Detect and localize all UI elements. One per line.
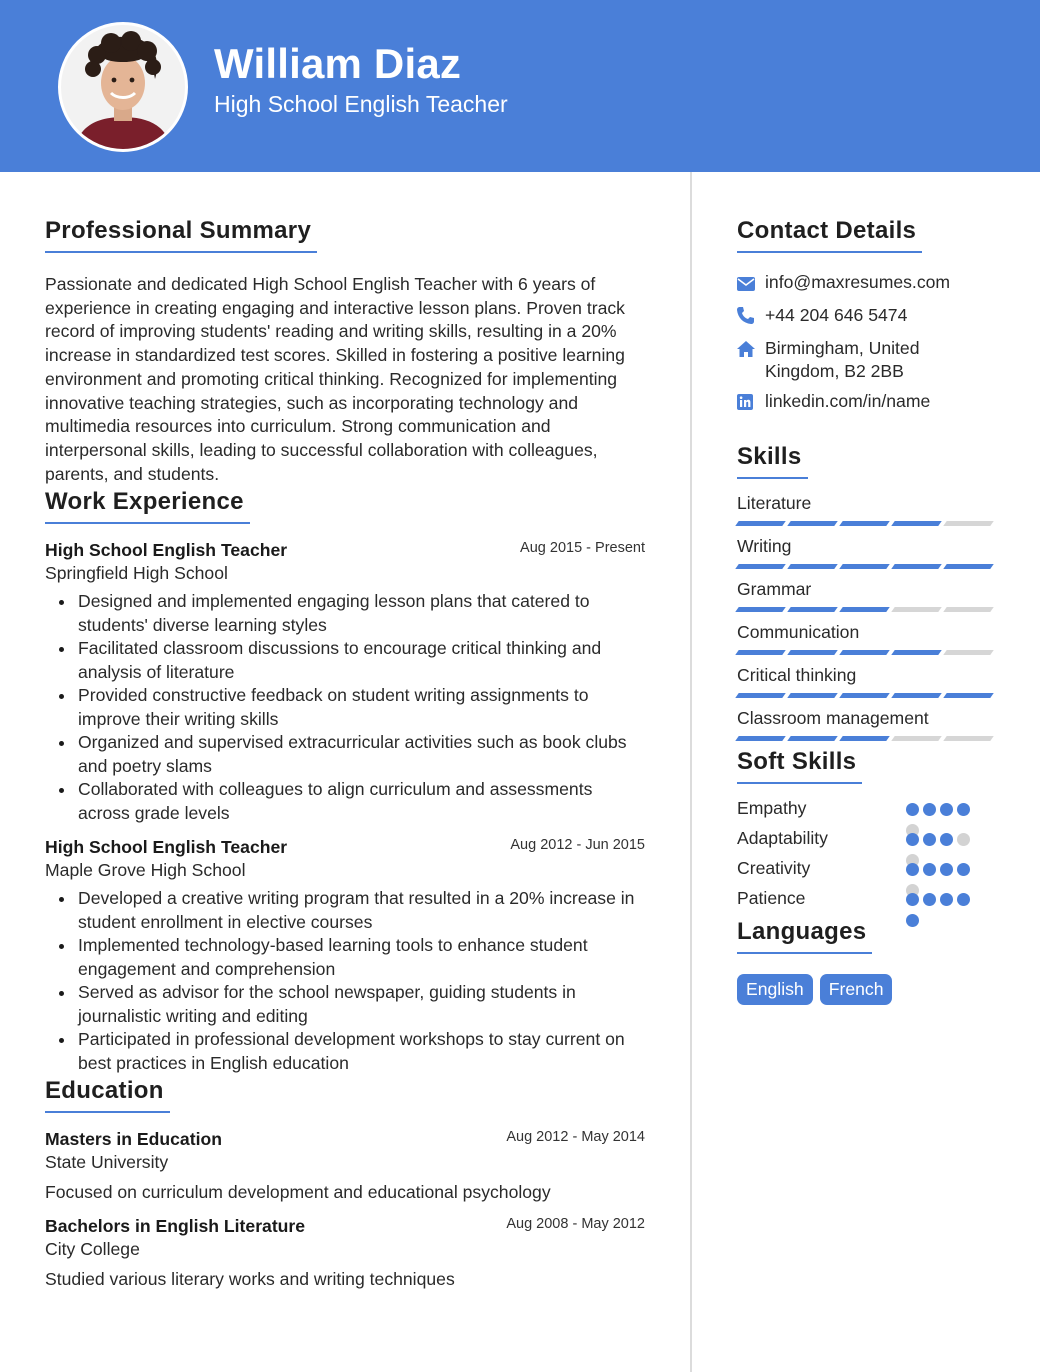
skill-level-bar [737, 650, 997, 655]
list-item: Provided constructive feedback on student writing assignments to improve their writing skills [45, 684, 645, 731]
contact-phone[interactable] [737, 304, 997, 330]
skill-level-segment [891, 736, 942, 741]
skill-level-segment [839, 607, 890, 612]
rating-dot [906, 833, 919, 846]
rating-dot [957, 863, 970, 876]
skill-level-segment [735, 564, 786, 569]
contact-linkedin[interactable] [737, 390, 997, 416]
job-entry [45, 540, 645, 825]
job-bullets [45, 887, 645, 1075]
experience-heading: Work Experience [45, 488, 250, 524]
summary-text: Passionate and dedicated High School English Teacher with 6 years of experience in creating engaging and interactive lesson plans. Proven track record of improving students' reading and writing skills, resulting in a 20% increase in standardized test scores. Skilled in fostering a positive learning environment and promoting critical thinking. Recognized for implementing innovative teaching strategies, such as incorporating technology and multimedia resources into curriculum. Strong communication and interpersonal skills, leading to successful collaboration with colleagues, parents, and students. [45, 274, 625, 484]
degree-title: Bachelors in English Literature [45, 1216, 306, 1237]
avatar [58, 22, 188, 152]
list-item: Facilitated classroom discussions to encourage critical thinking and analysis of literature [45, 637, 645, 684]
school-name: State University [45, 1152, 169, 1173]
phone-text: +44 204 646 5474 [765, 305, 908, 325]
rating-dot [923, 893, 936, 906]
skill-level-segment [891, 693, 942, 698]
languages-list [737, 974, 997, 1005]
education-entry [45, 1216, 645, 1290]
home-icon [737, 337, 765, 363]
skill-level-segment [839, 521, 890, 526]
skill-level-segment [839, 650, 890, 655]
rating-dot [940, 893, 953, 906]
list-item: Developed a creative writing program that resulted in a 20% increase in student enrollment in elective courses [45, 887, 645, 934]
education-entry [45, 1129, 645, 1203]
rating-dot [957, 803, 970, 816]
skill-level-segment [787, 521, 838, 526]
skill-level-segment [735, 693, 786, 698]
rating-dot [923, 803, 936, 816]
skill-name: Grammar [737, 579, 812, 599]
skill-name: Literature [737, 493, 812, 513]
education-date: Aug 2012 - May 2014 [506, 1129, 645, 1146]
skill-name: Communication [737, 622, 860, 642]
rating-dot [957, 833, 970, 846]
skill-level-bar [737, 521, 997, 526]
skill-level-segment [943, 564, 994, 569]
list-item: Organized and supervised extracurricular activities such as book clubs and poetry slams [45, 731, 645, 778]
education-date: Aug 2008 - May 2012 [506, 1216, 645, 1233]
column-divider [690, 172, 692, 1372]
job-entry [45, 837, 645, 1075]
skill-level-segment [839, 736, 890, 741]
skill-level-segment [891, 650, 942, 655]
summary-heading: Professional Summary [45, 217, 317, 253]
rating-dot [940, 803, 953, 816]
sidebar-column [737, 172, 997, 1005]
linkedin-icon [737, 390, 765, 416]
rating-dot [906, 893, 919, 906]
soft-skill-row [737, 828, 997, 858]
skill-level-segment [735, 650, 786, 655]
email-text: info@maxresumes.com [765, 272, 951, 292]
skill-level-segment [839, 693, 890, 698]
skill-level-segment [735, 521, 786, 526]
soft-skill-row [737, 888, 997, 918]
profile-photo [61, 25, 185, 149]
list-item: Designed and implemented engaging lesson plans that catered to students' diverse learning styles [45, 590, 645, 637]
soft-skill-name: Patience [737, 888, 806, 908]
job-date: Aug 2012 - Jun 2015 [510, 837, 645, 854]
job-bullets [45, 590, 645, 825]
soft-skills-section [737, 748, 997, 918]
job-organization: Springfield High School [45, 563, 228, 584]
contact-section [737, 217, 997, 416]
rating-dot [906, 914, 919, 927]
skill-level-bar [737, 564, 997, 569]
skill-level-segment [943, 693, 994, 698]
job-title: High School English Teacher [45, 837, 288, 858]
education-heading: Education [45, 1077, 170, 1113]
list-item: Served as advisor for the school newspaper, guiding students in journalistic writing and editing [45, 981, 645, 1028]
soft-skill-row [737, 858, 997, 888]
phone-icon [737, 304, 765, 330]
soft-skill-rating [906, 893, 978, 935]
skill-name: Critical thinking [737, 665, 857, 685]
skill-level-segment [943, 650, 994, 655]
skill-level-segment [839, 564, 890, 569]
soft-skills-heading: Soft Skills [737, 748, 862, 784]
contact-list [737, 271, 997, 416]
skill-level-segment [787, 607, 838, 612]
rating-dot [906, 803, 919, 816]
skill-level-segment [735, 736, 786, 741]
candidate-name: William Diaz [214, 40, 462, 87]
skill-level-segment [787, 650, 838, 655]
rating-dot [940, 833, 953, 846]
rating-dot [957, 893, 970, 906]
summary-section [45, 217, 645, 486]
skill-level-bar [737, 607, 997, 612]
skills-heading: Skills [737, 443, 808, 479]
header-banner [0, 0, 1040, 172]
skill-level-segment [787, 736, 838, 741]
language-badge: English [737, 974, 813, 1005]
rating-dot [923, 863, 936, 876]
skill-level-segment [891, 564, 942, 569]
skill-level-segment [943, 521, 994, 526]
education-description: Focused on curriculum development and educational psychology [45, 1182, 551, 1203]
education-description: Studied various literary works and writing techniques [45, 1269, 455, 1290]
language-badge: French [820, 974, 893, 1005]
rating-dot [906, 863, 919, 876]
soft-skill-row [737, 798, 997, 828]
school-name: City College [45, 1239, 140, 1260]
candidate-title: High School English Teacher [214, 91, 508, 117]
skill-level-bar [737, 736, 997, 741]
job-title: High School English Teacher [45, 540, 288, 561]
skill-name: Classroom management [737, 708, 929, 728]
list-item: Participated in professional development workshops to stay current on best practices in English education [45, 1028, 645, 1075]
envelope-icon [737, 271, 765, 297]
education-section [45, 1077, 645, 1290]
skill-level-segment [735, 607, 786, 612]
soft-skill-name: Creativity [737, 858, 811, 878]
skill-level-segment [787, 564, 838, 569]
soft-skill-name: Empathy [737, 798, 807, 818]
skill-level-segment [891, 521, 942, 526]
list-item: Collaborated with colleagues to align curriculum and assessments across grade levels [45, 778, 645, 825]
skill-level-segment [787, 693, 838, 698]
skills-section [737, 443, 997, 741]
degree-title: Masters in Education [45, 1129, 222, 1150]
skill-level-segment [943, 736, 994, 741]
skill-level-bar [737, 693, 997, 698]
address-line-1: Birmingham, United [765, 338, 920, 358]
job-date: Aug 2015 - Present [520, 540, 645, 557]
main-column [45, 172, 645, 1290]
soft-skills-list [737, 798, 997, 918]
linkedin-text: linkedin.com/in/name [765, 391, 931, 411]
skill-level-segment [943, 607, 994, 612]
address-line-2: Kingdom, B2 2BB [765, 361, 904, 381]
contact-address [737, 337, 997, 383]
skills-list [737, 493, 997, 741]
contact-heading: Contact Details [737, 217, 922, 253]
soft-skill-name: Adaptability [737, 828, 828, 848]
job-organization: Maple Grove High School [45, 860, 246, 881]
rating-dot [923, 833, 936, 846]
skill-name: Writing [737, 536, 792, 556]
experience-section [45, 488, 645, 1075]
list-item: Implemented technology-based learning tools to enhance student engagement and comprehension [45, 934, 645, 981]
languages-heading: Languages [737, 918, 872, 954]
skill-level-segment [891, 607, 942, 612]
contact-email[interactable] [737, 271, 997, 297]
rating-dot [940, 863, 953, 876]
